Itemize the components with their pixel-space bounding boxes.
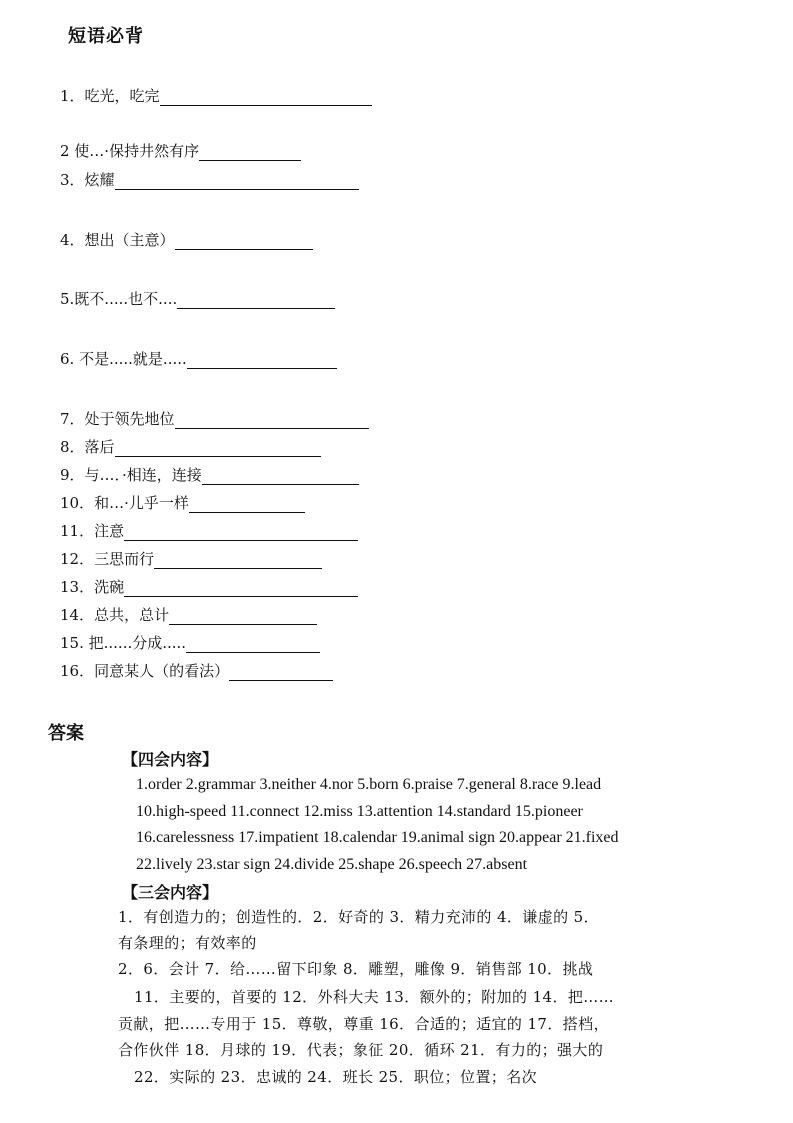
three-skills-heading: 【三会内容】 <box>122 883 219 902</box>
phrase-text: 2 使…·保持井然有序 <box>60 142 200 160</box>
answer-blank[interactable] <box>199 144 301 161</box>
answer-blank[interactable] <box>187 352 337 369</box>
phrase-item <box>60 141 301 161</box>
answer-blank[interactable] <box>115 173 359 190</box>
meaning-answer-line: 1．有创造力的；创造性的．2．好奇的 3．精力充沛的 4．谦虚的 5． <box>118 908 600 926</box>
meaning-answer-line: 贡献，把……专用于 15．尊敬，尊重 16．合适的；适宜的 17．搭档， <box>118 1015 609 1033</box>
answer-blank[interactable] <box>169 608 317 625</box>
answers-heading: 答案 <box>48 723 84 744</box>
phrase-text: 12．三思而行 <box>60 550 155 568</box>
meaning-answer-line: 22．实际的 23．忠诚的 24．班长 25．职位；位置；名次 <box>134 1068 538 1086</box>
phrase-text: 7．处于领先地位 <box>60 410 175 428</box>
phrase-text: 5.既不.....也不.... <box>60 290 178 308</box>
phrase-text: 4．想出（主意） <box>60 231 175 249</box>
phrase-item <box>60 170 359 190</box>
phrase-item <box>60 465 359 485</box>
phrase-text: 16．同意某人（的看法） <box>60 662 230 680</box>
meaning-answer-line: 合作伙伴 18．月球的 19．代表；象征 20．循环 21．有力的；强大的 <box>118 1041 604 1059</box>
phrase-item <box>60 633 320 653</box>
phrase-text: 10．和…·儿乎一样 <box>60 494 189 512</box>
phrase-text: 9．与…．·相连，连接 <box>60 466 202 484</box>
answer-blank[interactable] <box>154 552 322 569</box>
vocab-answer-line: 22.lively 23.star sign 24.divide 25.shape 26.speech 27.absent <box>136 856 528 873</box>
answer-blank[interactable] <box>177 292 335 309</box>
phrase-text: 3．炫耀 <box>60 171 115 189</box>
phrase-text: 15. 把......分成..... <box>60 634 187 652</box>
phrase-item <box>60 549 322 569</box>
answer-blank[interactable] <box>124 580 358 597</box>
phrase-text: 14．总共，总计 <box>60 606 170 624</box>
answer-blank[interactable] <box>115 440 321 457</box>
answer-blank[interactable] <box>189 496 305 513</box>
phrase-item <box>60 289 335 309</box>
phrase-item <box>60 437 321 457</box>
answer-blank[interactable] <box>229 664 333 681</box>
meaning-answer-line: 2．6．会计 7．给……留下印象 8．雕塑，雕像 9．销售部 10．挑战 <box>118 960 594 978</box>
phrase-text: 11．注意 <box>60 522 125 540</box>
answer-blank[interactable] <box>160 89 372 106</box>
phrase-item <box>60 409 369 429</box>
four-skills-heading: 【四会内容】 <box>122 750 219 769</box>
answer-blank[interactable] <box>186 636 320 653</box>
phrase-item <box>60 577 358 597</box>
answer-blank[interactable] <box>175 412 369 429</box>
phrase-item <box>60 521 358 541</box>
answer-blank[interactable] <box>202 468 359 485</box>
page-title: 短语必背 <box>68 26 144 47</box>
phrase-text: 1．吃光，吃完 <box>60 87 160 105</box>
phrase-item <box>60 86 372 106</box>
phrase-item <box>60 349 337 369</box>
phrase-item <box>60 493 305 513</box>
phrase-text: 6. 不是.....就是..... <box>60 350 187 368</box>
answer-blank[interactable] <box>175 233 313 250</box>
phrase-text: 8．落后 <box>60 438 115 456</box>
vocab-answer-line: 1.order 2.grammar 3.neither 4.nor 5.born 6.praise 7.general 8.race 9.lead <box>136 776 602 793</box>
meaning-answer-line: 有条理的；有效率的 <box>118 934 257 952</box>
answer-blank[interactable] <box>124 524 358 541</box>
phrase-text: 13．洗碗 <box>60 578 125 596</box>
phrase-item <box>60 230 313 250</box>
meaning-answer-line: 11．主要的，首要的 12．外科大夫 13．额外的；附加的 14．把…… <box>134 988 615 1006</box>
vocab-answer-line: 16.carelessness 17.impatient 18.calendar 19.animal sign 20.appear 21.fixed <box>136 829 619 846</box>
phrase-item <box>60 661 333 681</box>
vocab-answer-line: 10.high-speed 11.connect 12.miss 13.attention 14.standard 15.pioneer <box>136 803 583 820</box>
phrase-item <box>60 605 317 625</box>
